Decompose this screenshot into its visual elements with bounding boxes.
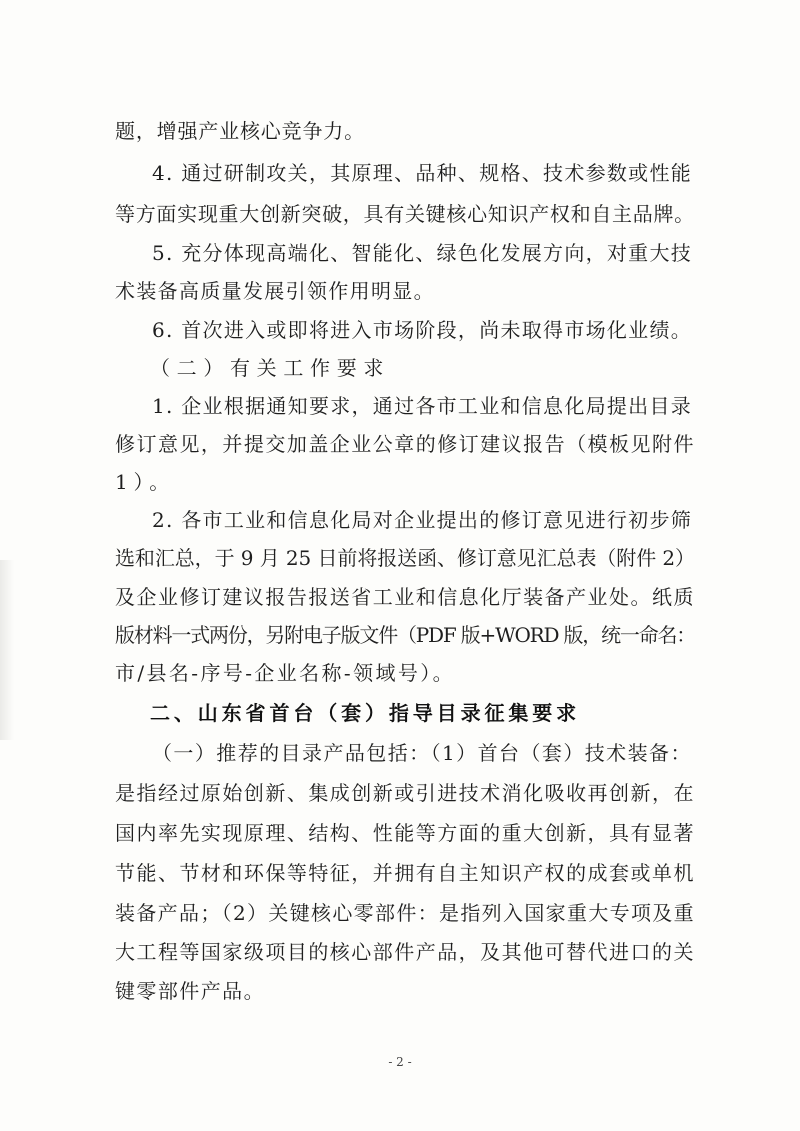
- body-line: 术装备高质量发展引领作用明显。: [115, 279, 435, 303]
- body-line: 及企业修订建议报告报送省工业和信息化厅装备产业处。纸质: [115, 585, 695, 609]
- body-line: 题，增强产业核心竞争力。: [115, 119, 365, 143]
- body-line: 键零部件产品。: [115, 979, 266, 1003]
- body-line: 修订意见，并提交加盖企业公章的修订建议报告（模板见附件: [115, 432, 695, 456]
- body-line: 市/县名-序号-企业名称-领域号）。: [115, 661, 456, 685]
- body-line: 是指经过原始创新、集成创新或引进技术消化吸收再创新，在: [115, 781, 695, 805]
- body-line: 装备产品；（2）关键核心零部件：是指列入国家重大专项及重: [115, 901, 695, 925]
- body-line: 大工程等国家级项目的核心部件产品，及其他可替代进口的关: [115, 940, 695, 964]
- page-number: - 2 -: [388, 1055, 412, 1069]
- section-heading: 二、山东省首台（套）指导目录征集要求: [150, 701, 581, 725]
- body-line: 等方面实现重大创新突破，具有关键核心知识产权和自主品牌。: [115, 202, 695, 226]
- body-line: 5. 充分体现高端化、智能化、绿色化发展方向，对重大技: [152, 241, 692, 265]
- body-line: 1）。: [115, 470, 176, 494]
- body-line: 1. 企业根据通知要求，通过各市工业和信息化局提出目录: [152, 394, 692, 418]
- body-line: 4. 通过研制攻关，其原理、品种、规格、技术参数或性能: [152, 161, 692, 185]
- body-line: 国内率先实现原理、结构、性能等方面的重大创新，具有显著: [115, 821, 695, 845]
- body-line: 选和汇总，于 9 月 25 日前将报送函、修订意见汇总表（附件 2）: [115, 546, 695, 570]
- body-line: 2. 各市工业和信息化局对企业提出的修订意见进行初步筛: [152, 508, 692, 532]
- body-line: 6. 首次进入或即将进入市场阶段，尚未取得市场化业绩。: [152, 318, 692, 342]
- body-line: 节能、节材和环保等特征，并拥有自主知识产权的成套或单机: [115, 861, 695, 885]
- body-line: 版材料一式两份，另附电子版文件（PDF 版+WORD 版，统一命名：: [115, 623, 696, 647]
- subsection-heading: （二）有关工作要求: [150, 356, 391, 380]
- body-line: （一）推荐的目录产品包括：（1）首台（套）技术装备：: [152, 741, 692, 765]
